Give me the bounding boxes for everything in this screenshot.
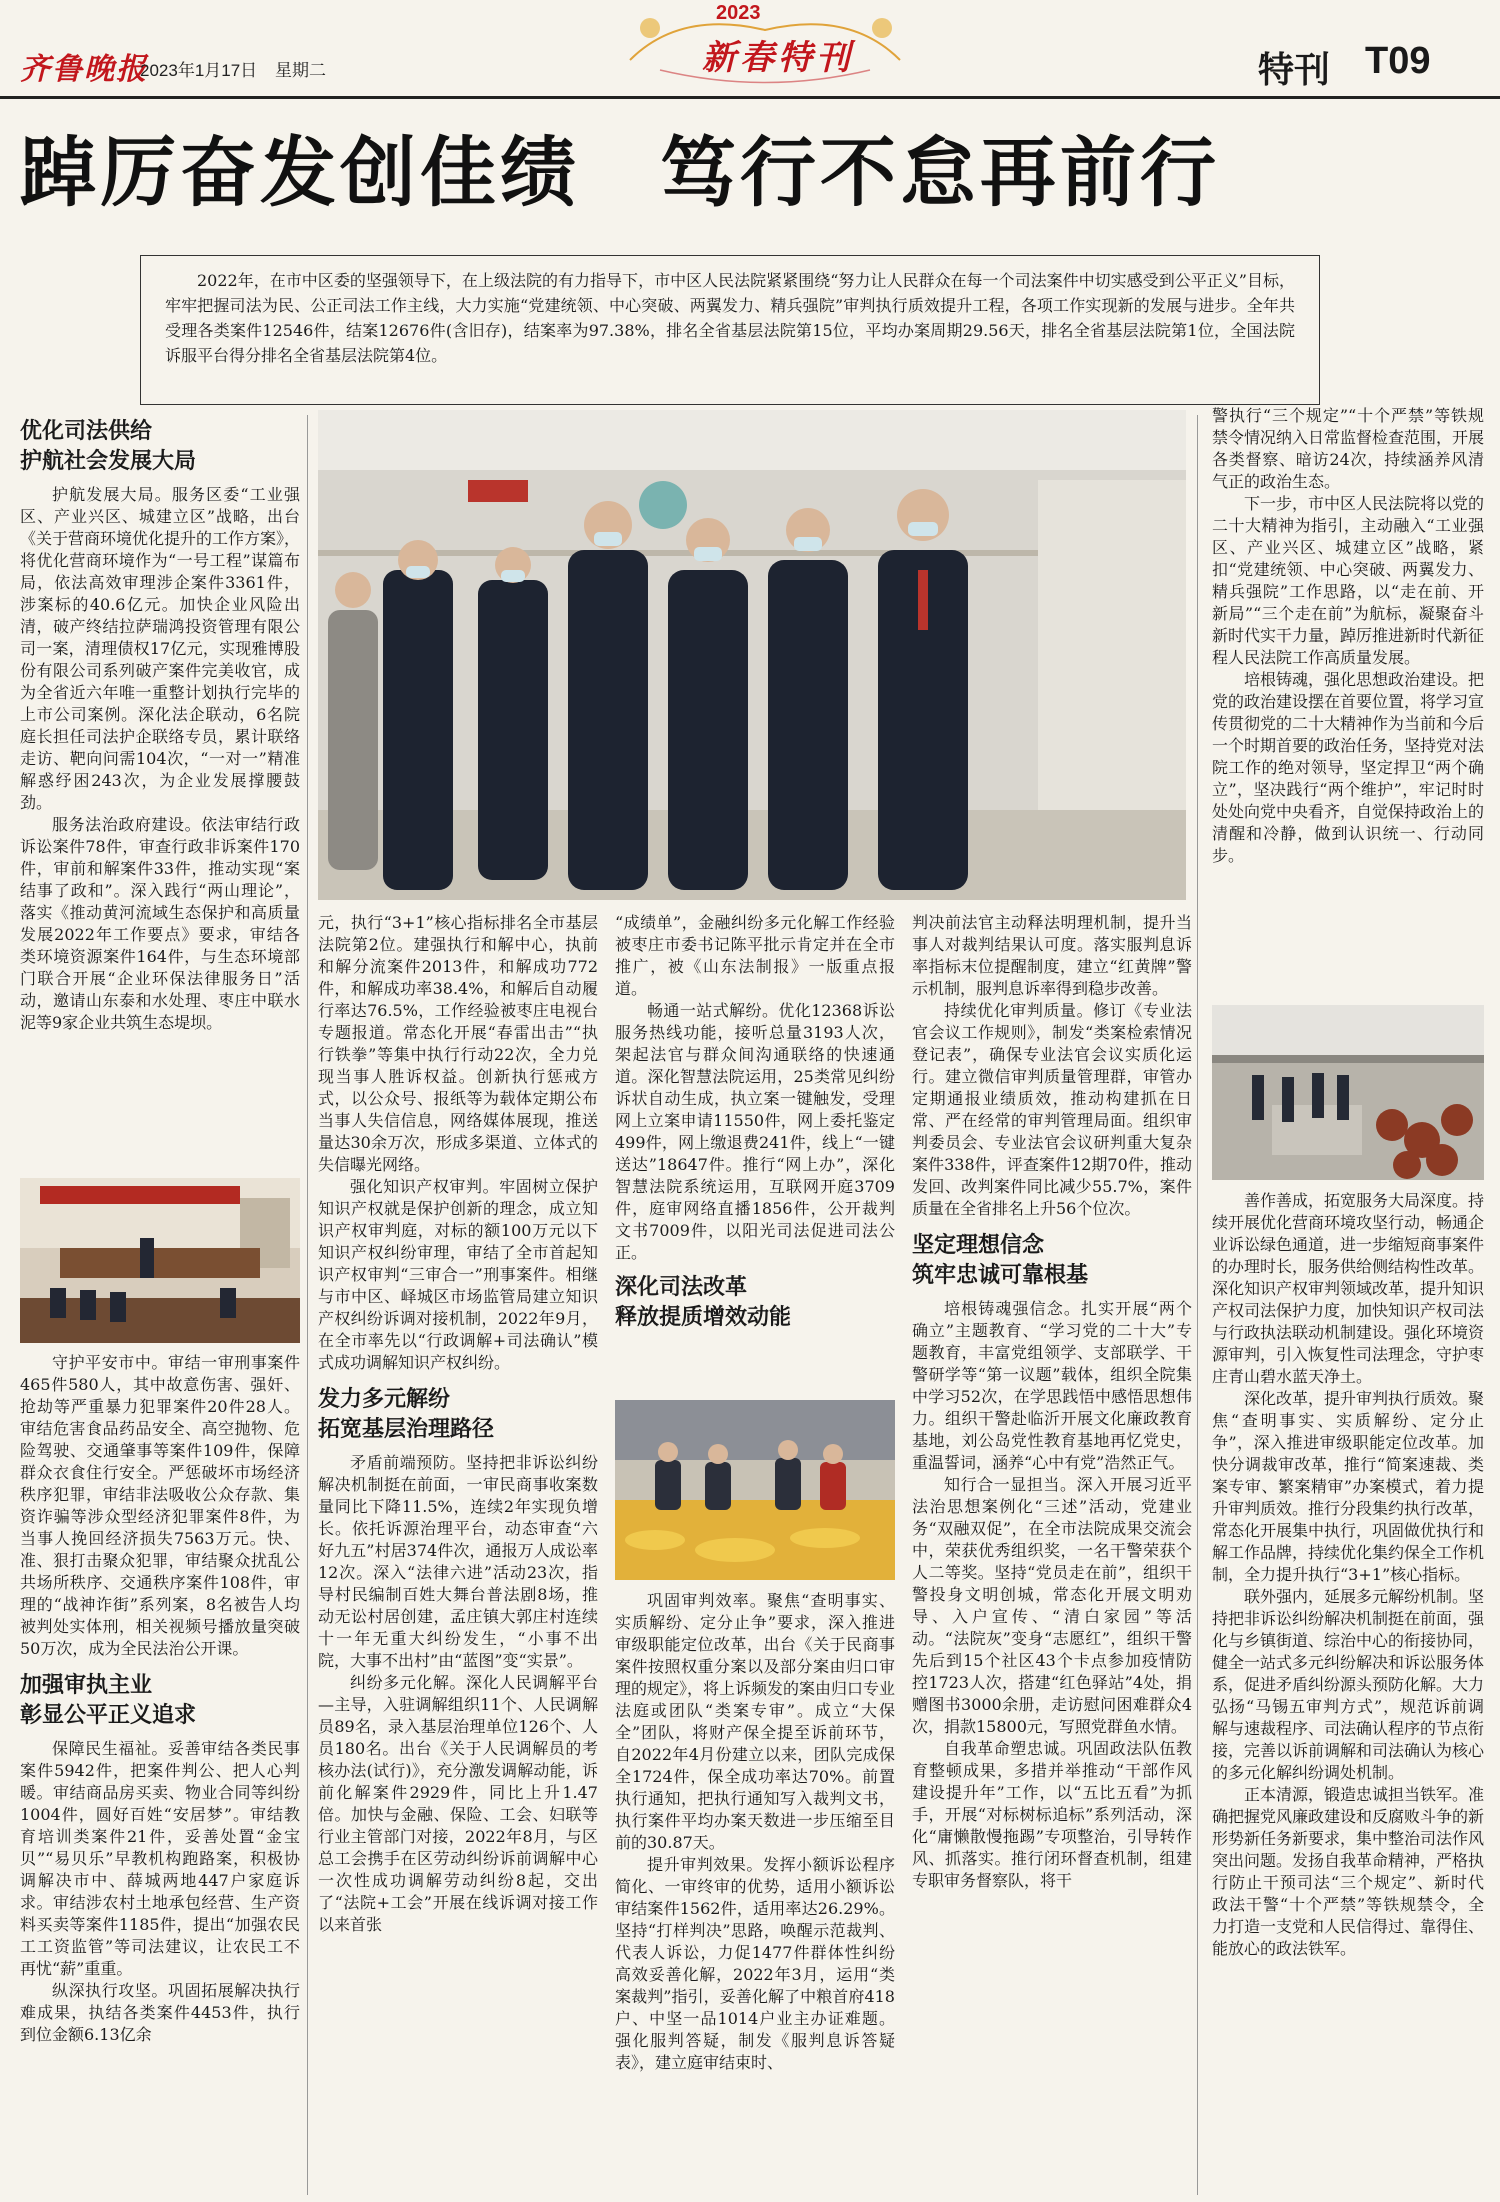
section-heading-5: 坚定理想信念 筑牢忠诚可靠根基 xyxy=(912,1232,1089,1288)
column-4 xyxy=(912,912,1192,2197)
paragraph: “成绩单”，金融纠纷多元化解工作经验被枣庄市委书记陈平批示肯定并在全市推广，被《山东法制报》一版重点报道。 xyxy=(615,913,895,998)
officials-visit-photo-icon xyxy=(318,410,1186,900)
paragraph: 护航发展大局。服务区委“工业强区、产业兴区、城建立区”战略，出台《关于营商环境优化提升的工作方案》，将优化营商环境作为“一号工程”谋篇布局，依法高效审理涉企案件3361件，涉案标的40.6亿元。加快企业风险出清，破产终结拉萨瑞鸿投资管理有限公司一案，清理债权17亿元，实现雅博股份有限公司系列破产案件完美收官，成为全省近六年唯一重整计划执行完毕的上市公司案例。深化法企联动，6名院庭长担任司法护企联络专员，累计联络走访、靶向问需104次，“一对一”精准解惑纾困243次，为企业发展撑腰鼓劲。 xyxy=(20,485,300,812)
paragraph: 强化知识产权审判。牢固树立保护知识产权就是保护创新的理念，成立知识产权审判庭，对标的额100万元以下知识产权纠纷审理，审结了全市首起知识产权审判“三审合一”刑事案件。相继与市中区、峄城区市场监管局建立知识产权纠纷诉调对接机制，2022年9月，在全市率先以“行政调解+司法确认”模式成功调解知识产权纠纷。 xyxy=(318,1177,598,1372)
paragraph: 下一步，市中区人民法院将以党的二十大精神为指引，主动融入“工业强区、产业兴区、城建立区”战略，紧扣“党建统领、中心突破、两翼发力、精兵强院”工作思路，以“走在前、开新局”“三个走在前”为航标，凝聚奋斗新时代实干力量，踔厉推进新时代新征程人民法院工作高质量发展。 xyxy=(1212,494,1484,667)
courtroom-scene-icon xyxy=(20,1178,300,1343)
section-heading-4: 深化司法改革 释放提质增效动能 xyxy=(615,1274,792,1330)
paragraph: 保障民生福祉。妥善审结各类民事案件5942件，把案件判公、把人心判暖。审结商品房买卖、物业合同等纠纷1004件，圆好百姓“安居梦”。审结教育培训类案件21件，妥善处置“金宝贝”“易贝乐”早教机构跑路案，积极协调解决市中、薛城两地447户家庭诉求。审结涉农村土地承包经营、生产资料买卖等案件1185件，提出“加强农民工工资监管”等司法建议，让农民工不再忧“薪”重重。 xyxy=(20,1739,300,1978)
main-headline xyxy=(20,118,1480,228)
paragraph: 知行合一显担当。深入开展习近平法治思想案例化“三述”活动，党建业务“双融双促”，在全市法院成果交流会中，荣获优秀组织奖，一名干警荣获个人二等奖。坚持“党员走在前”，组织干警投身文明创城，常态化开展文明劝导、入户宣传、“清白家园”等活动。“法院灰”变身“志愿红”，组织干警先后到15个社区43个卡点参加疫情防控1723人次，搭建“红色驿站”4处，捐赠图书3000余册，走访慰问困难群众4次，捐款15800元，写照党群鱼水情。 xyxy=(912,1475,1192,1736)
column-5-bottom xyxy=(1212,1190,1484,2197)
section-heading-3: 发力多元解纷 拓宽基层治理路径 xyxy=(318,1386,495,1442)
column-1-bottom xyxy=(20,1352,300,2197)
paragraph: 巩固审判效率。聚焦“查明事实、实质解纷、定分止争”要求，深入推进审级职能定位改革，出台《关于民商事案件按照权重分案以及部分案由归口审理的规定》，将上诉频发的案由归口专业法庭或团队“类案专审”。成立“大保全”团队，将财产保全提至诉前环节，自2022年4月份建立以来，团队完成保全1724件，保全成功率达70%。前置执行通知，把执行通知写入裁判文书，执行案件平均办案天数进一步压缩至目前的30.87天。 xyxy=(615,1591,895,1852)
paragraph: 服务法治政府建设。依法审结行政诉讼案件78件，审查行政非诉案件170件，审前和解案件33件，推动实现“案结事了政和”。深入践行“两山理论”，落实《推动黄河流域生态保护和高质量发展2022年工作要点》要求，审结各类环境资源案件164件，与生态环境部门联合开展“企业环保法律服务日”活动，邀请山东泰和水处理、枣庄中联水泥等9家企业共筑生态堤坝。 xyxy=(20,815,300,1032)
intro-box: 2022年，在市中区委的坚强领导下，在上级法院的有力指导下，市中区人民法院紧紧围绕“努力让人民群众在每一个司法案件中切实感受到公平正义”目标，牢牢把握司法为民、公正司法工作主线，大力实施“党建统领、中心突破、两翼发力、精兵强院”审判执行质效提升工程，各项工作实现新的发展与进步。全年共受理各类案件12546件，结案12676件(含旧存)，结案率为97.38%，排名全省基层法院第15位，平均办案周期29.56天，排名全省基层法院第1位，全国法院诉服平台得分排名全省基层法院第4位。 xyxy=(140,255,1320,405)
paragraph: 善作善成，拓宽服务大局深度。持续开展优化营商环境攻坚行动，畅通企业诉讼绿色通道，进一步缩短商事案件的办理时长，服务供给侧结构性改革。深化知识产权审判领域改革，提升知识产权司法保护力度，加快知识产权司法与行政执法联动机制建设。强化环境资源审判，引入恢复性司法理念，守护枣庄青山碧水蓝天净土。 xyxy=(1212,1191,1484,1386)
paragraph: 畅通一站式解纷。优化12368诉讼服务热线功能，接听总量3193人次，架起法官与群众间沟通联络的快速通道。深化智慧法院运用，25类常见纠纷诉状自动生成，执立案一键触发，受理网上立案申请11550件，网上委托鉴定499件，网上缴退费241件，线上“一键送达”18647件。推行“网上办”，深化智慧法院系统运用，互联网开庭3709件，庭审网络直播1856件，公开裁判文书7009件，以阳光司法促进司法公正。 xyxy=(615,1001,895,1262)
column-3-top xyxy=(615,912,895,1392)
column-5-top xyxy=(1212,405,1484,995)
page-code: T09 xyxy=(1365,40,1431,82)
paragraph: 警执行“三个规定”“十个严禁”等铁规禁令情况纳入日常监督检查范围，开展各类督察、暗访24次，持续涵养风清气正的政治生态。 xyxy=(1212,406,1484,491)
factory-photo xyxy=(1212,1005,1484,1180)
paragraph: 正本清源，锻造忠诚担当铁军。准确把握党风廉政建设和反腐败斗争的新形势新任务新要求，集中整治司法作风突出问题。发扬自我革命精神，严格执行防止干预司法“三个规定”、新时代政法干警“十个严禁”等铁规禁令，全力打造一支党和人民信得过、靠得住、能放心的政法铁军。 xyxy=(1212,1785,1484,1958)
column-divider xyxy=(1197,415,1198,2195)
paragraph: 元，执行“3+1”核心指标排名全市基层法院第2位。建强执行和解中心，执前和解分流案件2013件，和解成功772件，和解成功率38.4%，和解后自动履行率达76.5%，工作经验被枣庄电视台专题报道。常态化开展“春雷出击”“执行铁拳”等集中执行行动22次，全力兑现当事人胜诉权益。创新执行惩戒方式，以公众号、报纸等为载体定期公布当事人失信信息，网络媒体展现，推送量达30余万次，形成多渠道、立体式的失信曝光网络。 xyxy=(318,913,598,1174)
section-heading-2: 加强审执主业 彰显公平正义追求 xyxy=(20,1672,197,1728)
paragraph: 矛盾前端预防。坚持把非诉讼纠纷解决机制挺在前面，一审民商事收案数量同比下降11.5%，连续2年实现负增长。依托诉源治理平台，动态审查“六好九五”村居374件次，通报万人成讼率12次。深入“法律六进”活动23次，指导村民编制百姓大舞台普法剧8场，推动无讼村居创建，孟庄镇大郭庄村连续十一年无重大纠纷发生，“小事不出院，大事不出村”由“蓝图”变“实景”。 xyxy=(318,1453,598,1670)
main-photo xyxy=(318,410,1186,900)
courtroom-photo xyxy=(20,1178,300,1343)
issue-weekday: 星期二 xyxy=(275,61,326,80)
headline-part-2: 笃行不怠再前行 xyxy=(660,128,1220,217)
headline-part-1: 踔厉奋发创佳绩 xyxy=(20,128,580,217)
festival-banner xyxy=(620,0,910,96)
paragraph: 培根铸魂，强化思想政治建设。把党的政治建设摆在首要位置，将学习宣传贯彻党的二十大精神作为当前和今后一个时期首要的政治任务，坚持党对法院工作的绝对领导，坚定捍卫“两个确立”，坚决践行“两个维护”，牢记时时处处向党中央看齐，自觉保持政治上的清醒和冷静，做到认识统一、行动同步。 xyxy=(1212,670,1484,865)
farm-photo xyxy=(615,1400,895,1580)
paragraph: 纠纷多元化解。深化人民调解平台—主导，入驻调解组织11个、人民调解员89名，录入基层治理单位126个、人员180名。出台《关于人民调解员的考核办法(试行)》，充分激发调解动能，诉前化解案件2929件，同比上升1.47倍。加快与金融、保险、工会、妇联等行业主管部门对接，2022年8月，与区总工会携手在区劳动纠纷诉前调解中心一次性成功调解劳动纠纷8起，交出了“法院+工会”开展在线诉调对接工作以来首张 xyxy=(318,1673,598,1934)
paragraph: 纵深执行攻坚。巩固拓展解决执行难成果，执结各类案件4453件，执行到位金额6.13亿余 xyxy=(20,1981,300,2044)
masthead xyxy=(0,0,1500,110)
issue-date: 2023年1月17日 xyxy=(140,61,258,80)
paragraph: 判决前法官主动释法明理机制，提升当事人对裁判结果认可度。落实服判息诉率指标末位提醒制度，建立“红黄牌”警示机制，服判息诉率得到稳步改善。 xyxy=(912,913,1192,998)
festival-year: 2023 xyxy=(716,2,761,24)
paragraph: 联外强内，延展多元解纷机制。坚持把非诉讼纠纷解决机制挺在前面，强化与乡镇街道、综治中心的衔接协同，健全一站式多元纠纷解决和诉讼服务体系，促进矛盾纠纷源头预防化解。大力弘扬“马锡五审判方式”，规范诉前调解与速裁程序、司法确认程序的节点衔接，完善以诉前调解和司法确认为核心的多元化解纠纷调处机制。 xyxy=(1212,1587,1484,1782)
paragraph: 守护平安市中。审结一审刑事案件465件580人，其中故意伤害、强奸、抢劫等严重暴力犯罪案件20件28人。审结危害食品药品安全、高空抛物、危险驾驶、交通肇事等案件109件，保障群众衣食住行安全。严惩破坏市场经济秩序犯罪，审结非法吸收公众存款、集资诈骗等涉众型经济犯罪案件8件，为当事人挽回经济损失7563万元。快、准、狠打击聚众犯罪，审结聚众扰乱公共场所秩序、交通秩序案件108件，审理的“战神诈街”系列案，8名被告人均被判处实体刑，相关视频号播放量突破50万次，成为全民法治公开课。 xyxy=(20,1353,300,1658)
paragraph: 提升审判效果。发挥小额诉讼程序简化、一审终审的优势，适用小额诉讼审结案件1562件，适用率达26.29%。坚持“打样判决”思路，唤醒示范裁判、代表人诉讼，力促1477件群体性纠纷高效妥善化解，2022年3月，运用“类案裁判”指引，妥善化解了中粮首府418户、中坚一品1014户业主办证难题。强化服判答疑，制发《服判息诉答疑表》，建立庭审结束时、 xyxy=(615,1855,895,2072)
column-divider xyxy=(307,415,308,2195)
paragraph: 持续优化审判质量。修订《专业法官会议工作规则》，制发“类案检索情况登记表”，确保专业法官会议实质化运行。建立微信审判质量管理群，审管办定期通报业绩质效，推动构建抓在日常、严在经常的审判管理局面。组织审判委员会、专业法官会议研判重大复杂案件338件，评查案件12期70件，推动发回、改判案件同比减少55.7%，案件质量在全省排名上升56个位次。 xyxy=(912,1001,1192,1218)
masthead-rule xyxy=(0,96,1500,99)
corn-harvest-scene-icon xyxy=(615,1400,895,1580)
festival-title: 新春特刊 xyxy=(702,38,854,78)
column-2 xyxy=(318,912,598,2197)
factory-visit-scene-icon xyxy=(1212,1005,1484,1180)
column-1-top xyxy=(20,412,300,1172)
column-3-bottom xyxy=(615,1590,895,2197)
paragraph: 自我革命塑忠诚。巩固政法队伍教育整顿成果，多措并举推动“干部作风建设提升年”工作，以“五比五看”为抓手，开展“对标树标追标”系列活动，深化“庸懒散慢拖踢”专项整治，引导转作风、抓落实。推行闭环督查机制，组建专职审务督察队，将干 xyxy=(912,1739,1192,1890)
section-heading-1: 优化司法供给 护航社会发展大局 xyxy=(20,418,197,474)
paragraph: 深化改革，提升审判执行质效。聚焦“查明事实、实质解纷、定分止争”，深入推进审级职能定位改革。加快分调裁审改革，推行“简案速裁、类案专审、繁案精审”办案模式，着力提升审判质效。推行分段集约执行改革，常态化开展集中执行，巩固做优执行和解工作品牌，持续优化集约保全工作机制，全力提升执行“3+1”核心指标。 xyxy=(1212,1389,1484,1584)
paragraph: 培根铸魂强信念。扎实开展“两个确立”主题教育、“学习党的二十大”专题教育，丰富党组领学、支部联学、干警研学等“第一议题”载体，组织全院集中学习52次，在学思践悟中感悟思想伟力。组织干警赴临沂开展文化廉政教育基地，刘公岛党性教育基地再忆党史，重温誓词，涵养“心中有党”浩然正气。 xyxy=(912,1299,1192,1472)
paper-name-logo: 齐鲁晚报 xyxy=(20,52,148,87)
section-label: 特刊 xyxy=(1258,49,1331,91)
